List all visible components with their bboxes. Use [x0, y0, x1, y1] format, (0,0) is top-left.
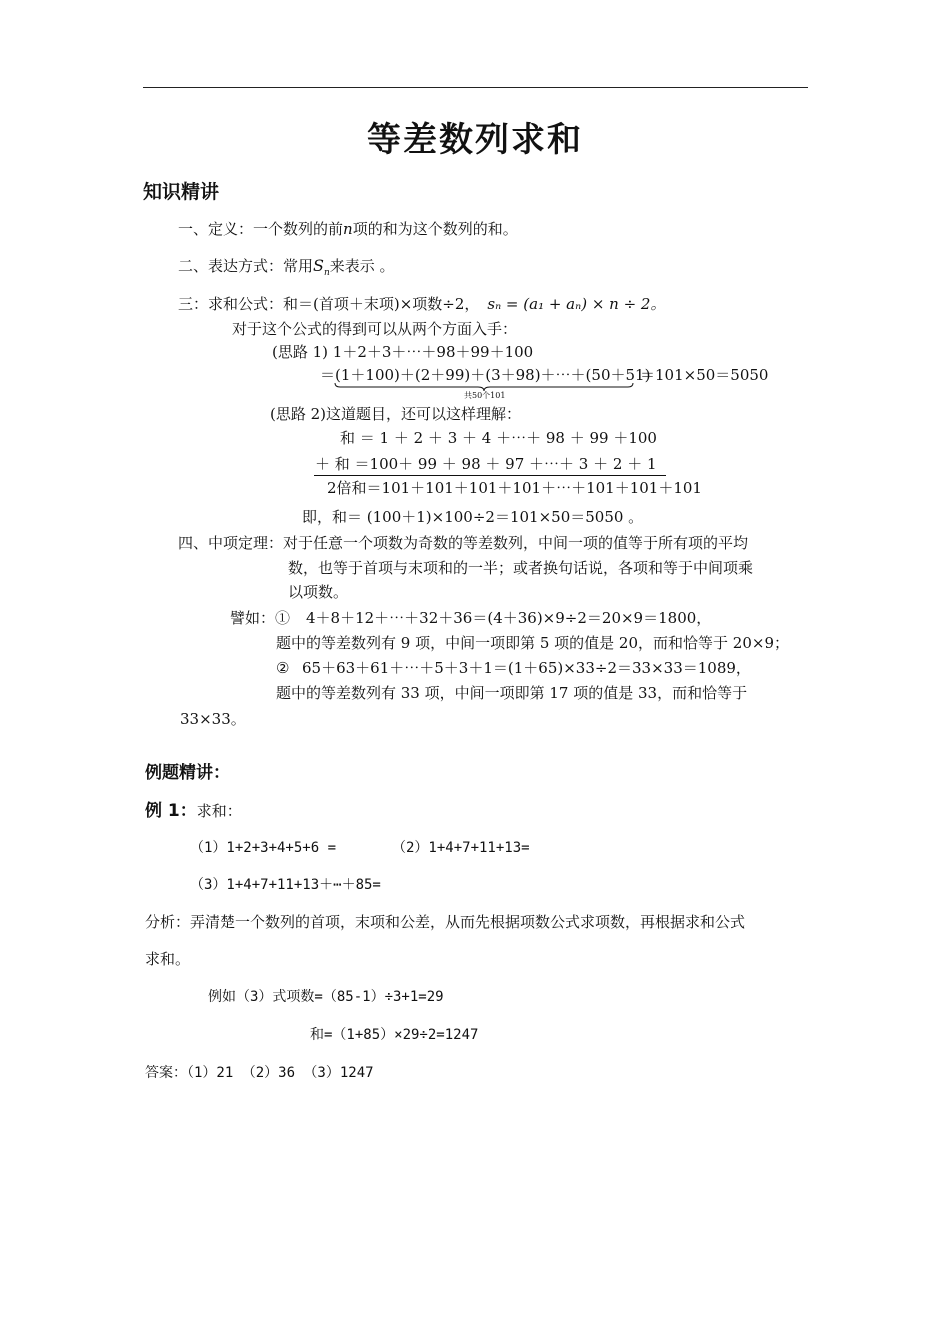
- question-3: （3）1+4+7+11+13＋⋯＋85=: [190, 877, 381, 893]
- example1-heading-label: 例 1：: [145, 801, 197, 821]
- section-heading-examples: 例题精讲：: [145, 763, 230, 783]
- example2-note: 题中的等差数列有 33 项，中间一项即第 17 项的值是 33，而和恰等于: [276, 684, 748, 702]
- answer-line: 答案：（1）21 （2）36 （3）1247: [145, 1065, 374, 1081]
- idea2-row3: 2倍和＝101＋101＋101＋101＋⋯＋101＋101＋101: [327, 479, 702, 497]
- idea1-line2: ＝(1＋100)＋(2＋99)＋(3＋98)＋⋯＋(50＋51): [320, 366, 651, 384]
- idea1-line1: (思路 1) 1＋2＋3＋⋯＋98＋99＋100: [272, 343, 534, 361]
- idea1-result: ＝101×50＝5050: [640, 366, 769, 384]
- example2-label: ②: [276, 659, 290, 677]
- expression-prefix: 二、表达方式：常用: [178, 257, 314, 275]
- page-title: 等差数列求和: [367, 120, 583, 160]
- middle-theorem-line3: 以项数。: [288, 583, 349, 601]
- addition-underline: [314, 475, 666, 476]
- definition-line: [178, 219, 518, 239]
- calculation-line1: 例如（3）式项数=（85-1）÷3+1=29: [208, 989, 444, 1005]
- expression-line: [178, 256, 395, 283]
- definition-prefix: 一、定义：一个数列的前: [178, 220, 344, 238]
- expression-sub-n: n: [323, 268, 330, 278]
- question-2: （2）1+4+7+11+13=: [392, 840, 530, 856]
- underbrace-label: 共50个101: [464, 391, 506, 400]
- idea2-row1: 和 ＝ 1 ＋ 2 ＋ 3 ＋ 4 ＋⋯＋ 98 ＋ 99 ＋100: [340, 429, 657, 447]
- example2-math: 65＋63＋61＋⋯＋5＋3＋1＝(1＋65)×33÷2＝33×33＝1089，: [302, 659, 751, 677]
- example1-math: 4＋8＋12＋⋯＋32＋36＝(4＋36)×9÷2＝20×9＝1800，: [306, 609, 712, 627]
- definition-suffix: 项的和为这个数列的和。: [352, 220, 518, 238]
- formula-prefix: 三：求和公式：和＝(首项＋末项)×项数÷2，: [178, 295, 480, 313]
- expression-s: S: [313, 256, 324, 275]
- idea2-intro: (思路 2)这道题目，还可以这样理解：: [270, 405, 522, 423]
- example2-note-end: 33×33。: [180, 710, 246, 728]
- idea2-conclusion: 即，和＝ (100＋1)×100÷2＝101×50＝5050 。: [302, 508, 644, 526]
- question-1: （1）1+2+3+4+5+6 =: [190, 840, 337, 856]
- example1-note: 题中的等差数列有 9 项，中间一项即第 5 项的值是 20，而和恰等于 20×9；: [276, 634, 789, 652]
- expression-suffix: 来表示 。: [329, 257, 395, 275]
- formula-math: sₙ = (a₁ + aₙ) × n ÷ 2。: [487, 295, 666, 313]
- example1-heading-task: 求和：: [196, 802, 242, 820]
- approach-intro: 对于这个公式的得到可以从两个方面入手：: [232, 320, 518, 338]
- middle-theorem-line1: 四、中项定理：对于任意一个项数为奇数的等差数列，中间一项的值等于所有项的平均: [178, 534, 749, 552]
- analysis-line2: 求和。: [145, 950, 191, 968]
- idea2-row2: ＋ 和 ＝100＋ 99 ＋ 98 ＋ 97 ＋⋯＋ 3 ＋ 2 ＋ 1: [315, 455, 657, 473]
- middle-theorem-line2: 数，也等于首项与末项和的一半；或者换句话说，各项和等于中间项乘: [288, 559, 754, 577]
- section-heading-knowledge: 知识精讲: [143, 181, 220, 203]
- analysis-line1: 分析：弄清楚一个数列的首项，末项和公差，从而先根据项数公式求项数，再根据求和公式: [145, 913, 746, 931]
- calculation-line2: 和=（1+85）×29÷2=1247: [310, 1027, 479, 1043]
- formula-line: [178, 294, 665, 314]
- example1-label: 譬如：①: [230, 609, 291, 627]
- top-rule: [143, 87, 808, 88]
- definition-n: n: [343, 220, 353, 238]
- example1-heading: [145, 800, 242, 822]
